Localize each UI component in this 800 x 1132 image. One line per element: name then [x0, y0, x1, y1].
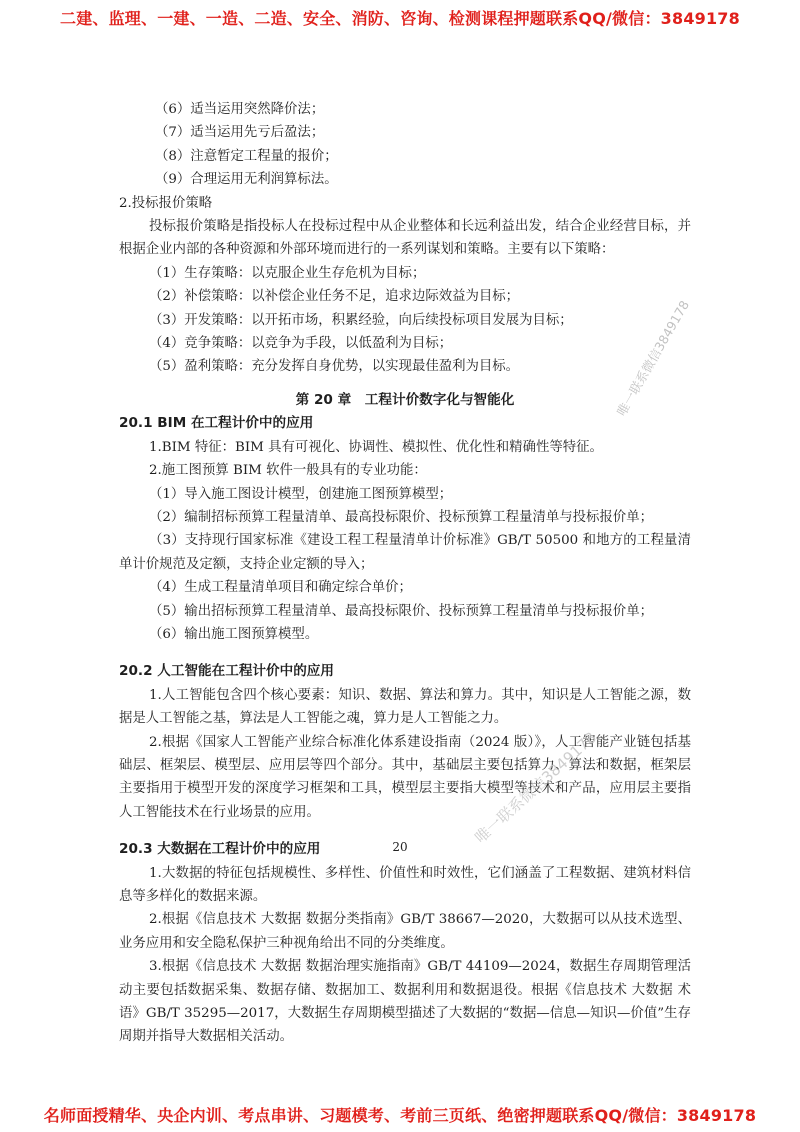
subheading: 2.投标报价策略	[119, 195, 213, 211]
list-item: （2）补偿策略：以补偿企业任务不足，追求边际效益为目标；	[149, 289, 520, 305]
list-item: （6）输出施工图预算模型。	[149, 626, 319, 642]
list-item: （1）生存策略：以克服企业生存危机为目标；	[149, 265, 426, 281]
paragraph: 2.根据《国家人工智能产业综合标准化体系建设指南（2024 版）》，人工智能产业链包括基础层、框架层、模型层、应用层等四个部分。其中，基础层主要包括算力、算法和数据，框架层主要指用于模型开发的深度学习框架和工具，模型层主要指大模型等技术和产品，应用层主要指人工智能技术在行业场景的应用。	[119, 734, 691, 820]
section-title: 20.3 大数据在工程计价中的应用	[119, 841, 321, 858]
list-item: （7）适当运用先亏后盈法；	[155, 125, 325, 141]
paragraph: 1.人工智能包含四个核心要素：知识、数据、算法和算力。其中，知识是人工智能之源，数据是人工智能之基，算法是人工智能之魂，算力是人工智能之力。	[119, 687, 691, 727]
paragraph: 3.根据《信息技术 大数据 数据治理实施指南》GB/T 44109—2024，数据生存周期管理活动主要包括数据采集、数据存储、数据加工、数据利用和数据退役。根据《信息技术 大数据 术语》GB/T 35295—2017，大数据生存周期模型描述了大数据的“数据—信息—知识—价值”生存周期并指导大数据相关活动。	[119, 959, 691, 1045]
paragraph: 投标报价策略是指投标人在投标过程中从企业整体和长远利益出发，结合企业经营目标，并根据企业内部的各种资源和外部环境而进行的一系列谋划和策略。主要有以下策略：	[119, 219, 691, 258]
list-item: （3）开发策略：以开拓市场，积累经验，向后续投标项目发展为目标；	[149, 312, 573, 328]
watermark: 唯一联系微信3849178	[471, 728, 600, 847]
section-title: 20.2 人工智能在工程计价中的应用	[119, 663, 334, 680]
list-item: （9）合理运用无利润算标法。	[155, 172, 338, 188]
paragraph: 2.施工图预算 BIM 软件一般具有的专业功能：	[149, 463, 427, 479]
list-item: （6）适当运用突然降价法；	[155, 102, 325, 117]
list-item: （4）生成工程量清单项目和确定综合单价；	[149, 580, 412, 596]
section-title: 20.1 BIM 在工程计价中的应用	[119, 415, 314, 432]
list-item: （5）输出招标预算工程量清单、最高投标限价、投标预算工程量清单与投标报价单；	[149, 603, 653, 619]
list-item: （5）盈利策略：充分发挥自身优势，以实现最佳盈利为目标。	[149, 359, 520, 375]
bottom-promo-banner: 名师面授精华、央企内训、考点串讲、习题模考、考前三页纸、绝密押题联系QQ/微信：3849178	[43, 1106, 757, 1125]
chapter-title: 第 20 章 工程计价数字化与智能化	[295, 391, 515, 408]
list-item: （4）竞争策略：以竞争为手段，以低盈利为目标；	[149, 336, 453, 352]
document-page	[119, 98, 691, 1049]
list-item: （1）导入施工图设计模型，创建施工图预算模型；	[149, 486, 453, 502]
list-item: （8）注意暂定工程量的报价；	[155, 148, 338, 164]
watermark: 唯一联系微信3849178	[613, 297, 693, 419]
list-item: （2）编制招标预算工程量清单、最高投标限价、投标预算工程量清单与投标报价单；	[149, 509, 653, 525]
paragraph: 2.根据《信息技术 大数据 数据分类指南》GB/T 38667—2020，大数据可以从技术选型、业务应用和安全隐私保护三种视角给出不同的分类维度。	[119, 912, 691, 951]
page-number: 20	[392, 840, 408, 854]
top-promo-banner: 二建、监理、一建、一造、二造、安全、消防、咨询、检测课程押题联系QQ/微信：3849178	[60, 9, 740, 28]
list-item: （3）支持现行国家标准《建设工程工程量清单计价标准》GB/T 50500 和地方的工程量清单计价规范及定额，支持企业定额的导入；	[119, 533, 691, 572]
paragraph: 1.BIM 特征：BIM 具有可视化、协调性、模拟性、优化性和精确性等特征。	[149, 439, 603, 455]
paragraph: 1.大数据的特征包括规模性、多样性、价值性和时效性，它们涵盖了工程数据、建筑材料信息等多样化的数据来源。	[119, 865, 691, 904]
